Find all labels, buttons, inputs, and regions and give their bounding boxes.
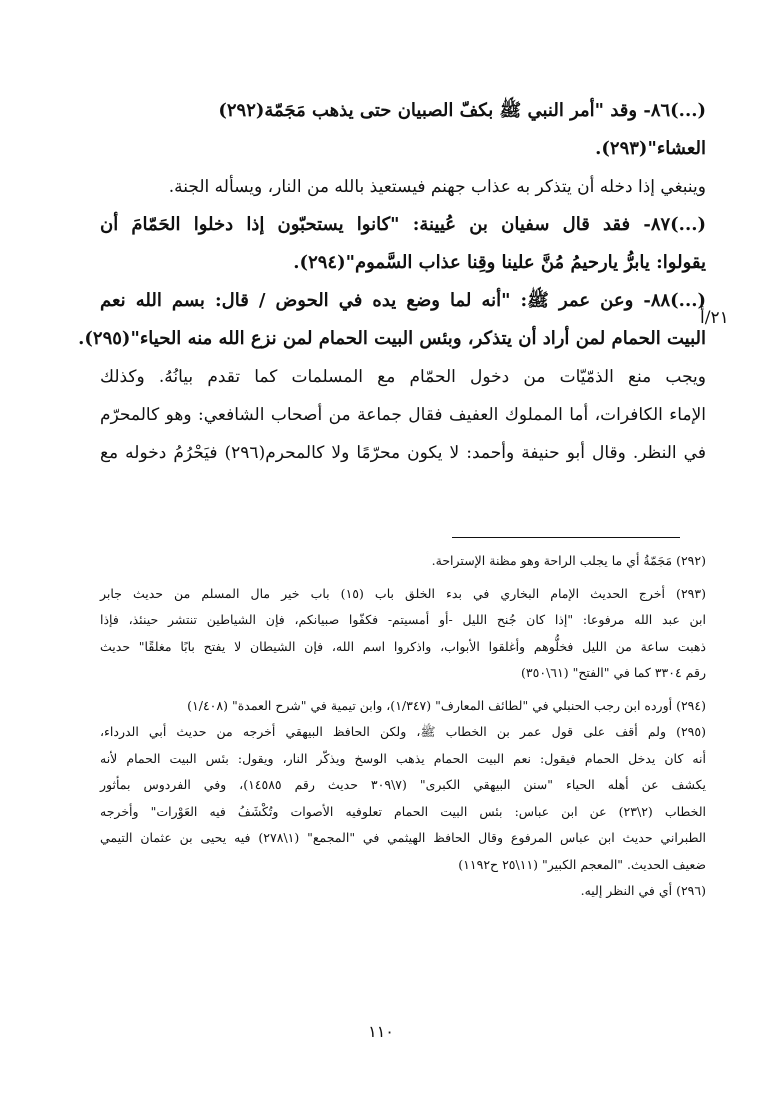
footnotes [100,548,706,905]
body-line: البيت الحمام لمن أراد أن يتذكر، وبئس البيت الحمام لمن نزع الله منه الحياء"(٢٩٥). [78,328,706,349]
body-line: (...)٨٧- فقد قال سفيان بن عُيينة: "كانوا يستحبّون إذا دخلوا الحَمّامَ أن [100,214,706,235]
footnote-line: الخطاب (٢\٢٣) عن ابن عباس: بئس البيت الحمام تعلوفيه الأصوات وتُكْشَفُ فيه العَوْرات" وأخرجه [100,803,707,819]
footnote-line: الطبراني حديث ابن عباس المرفوع وقال الحافظ الهيثمي في "المجمع" (١\٢٧٨) فيه يحيى بن عثمان التيمي [100,830,707,845]
main-text [78,92,706,472]
body-line: وينبغي إذا دخله أن يتذكر به عذاب جهنم فيستعيذ بالله من النار، ويسأله الجنة. [168,177,706,197]
footnote-line: (٢٩٢) مَجَمّةُ أي ما يجلب الراحة وهو مظنة الإستراحة. [431,553,706,568]
body-line: (...)٨٦- وقد "أمر النبي ﷺ بكفّ الصبيان حتى يذهب مَجَمّة(٢٩٢) [218,100,706,121]
footnote-line: ابن عبد الله مرفوعا: "إذا كان جُنح الليل -أو أمسيتم- فكفّوا صبيانكم، فإن الشياطين تنتشر حينئذ، فإذا [100,612,706,627]
body-line: في النظر. وقال أبو حنيفة وأحمد: لا يكون محرّمًا ولا كالمحرم(٢٩٦) فيَحْرُمُ دخوله مع [100,443,706,463]
folio-marginal-note: ٢١/أ [700,308,729,328]
page-number: ١١٠ [368,1022,394,1041]
body-line: ويجب منع الذمّيّات من دخول الحمّام مع المسلمات كما تقدم بيانُهُ. وكذلك [100,367,706,387]
footnote-line: أنه كان يدخل الحمام فيقول: نعم البيت الحمام يذهب الوسخ ويذكّر النار، ويقول: بئس البيت الحمام لأنه [100,750,706,766]
footnote-line: ذهبت ساعة من الليل فخلُّوهم وأغلقوا الأبواب، واذكروا اسم الله، فإن الشيطان لا يفتح بابًا مغلقًا" حديث [100,638,706,654]
body-line: الإماء الكافرات، أما المملوك العفيف فقال جماعة من أصحاب الشافعي: وهو كالمحرّم [100,405,706,425]
footnote-line: يكشف عن أهله الحياء "سنن البيهقي الكبرى" (٧\٣٠٩ حديث رقم ١٤٥٨٥)، وفي الفردوس بمأثور [100,777,706,792]
body-line: (...)٨٨- وعن عمر ﷺ: "أنه لما وضع يده في الحوض / قال: بسم الله نعم [100,290,706,311]
footnote-line: (٢٩٣) أخرج الحديث الإمام البخاري في بدء الخلق باب (١٥) باب خير مال المسلم من حديث جابر [100,585,706,601]
footnote-line: رقم ٣٣٠٤ كما في "الفتح" (٦١\٣٥٠) [521,665,706,680]
footnote-line: (٢٩٤) أورده ابن رجب الحنبلي في "لطائف المعارف" (١/٣٤٧)، وابن تيمية في "شرح العمدة" (١/٤٠٨) [187,697,706,713]
footnote-line: (٢٩٥) ولم أقف على قول عمر بن الخطاب ﷺ، ولكن الحافظ البيهقي أخرجه من حديث أبي الدرداء، [100,724,706,739]
footnote-separator [452,537,680,538]
footnote-line: ضعيف الحديث. "المعجم الكبير" (١١\٢٥ ح١١٩٢) [458,856,706,872]
body-line: العشاء"(٢٩٣). [595,138,706,159]
footnote-line: (٢٩٦) أي في النظر إليه. [580,883,706,898]
body-line: يقولوا: يابرُّ يارحيمُ مُنَّ علينا وقِنا عذاب السَّموم"(٢٩٤). [293,252,706,273]
